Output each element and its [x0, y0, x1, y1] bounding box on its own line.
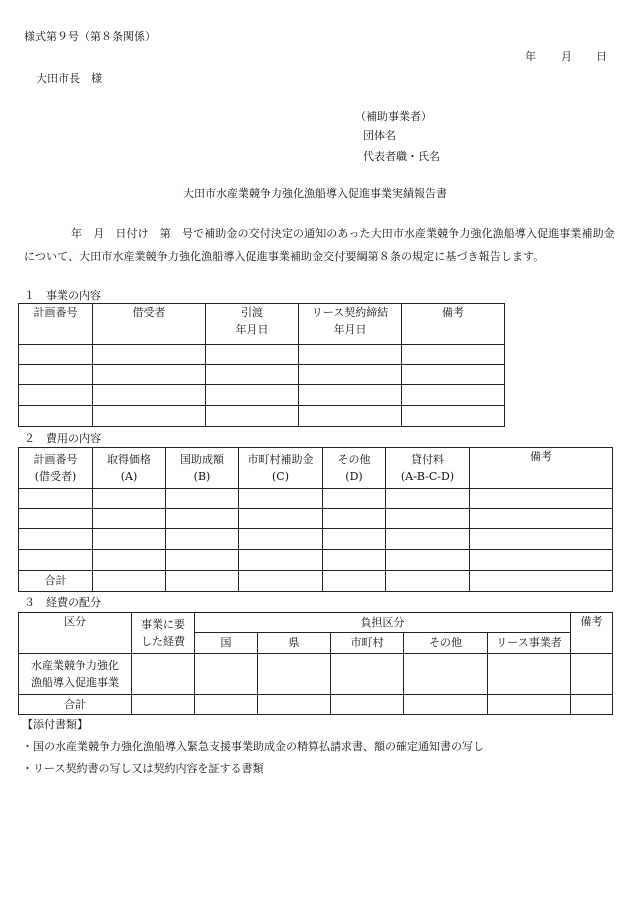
body-text: 年 月 日付け 第 号で補助金の交付決定の通知のあった大田市水産業競争力強化漁船導入促進事業補助金について、大田市水産業競争力強化漁船導入促進事業補助金交付要綱第８条の規定に基づき報告します。 [24, 227, 615, 263]
applicant-role: （補助事業者） [355, 110, 432, 123]
s1-header-remarks: 備考 [402, 304, 505, 345]
attachments-heading: 【添付書類】 [22, 718, 88, 731]
addressee: 大田市長 様 [36, 72, 102, 85]
table-row [19, 406, 505, 427]
s2-header-plan-number: 計画番号 (借受者) [19, 448, 93, 489]
s3-header-lessor: リース事業者 [488, 633, 571, 654]
section1-heading: １ 事業の内容 [24, 289, 101, 302]
s1-header-lease-date: リース契約締結 年月日 [299, 304, 402, 345]
form-number: 様式第９号（第８条関係） [24, 30, 156, 43]
s3-header-prefecture: 県 [258, 633, 331, 654]
s1-header-borrower: 借受者 [93, 304, 206, 345]
section3-heading: ３ 経費の配分 [24, 596, 101, 609]
table-row [19, 550, 613, 571]
s2-header-other: その他 (D) [323, 448, 386, 489]
project-content-table [18, 303, 505, 427]
s3-header-remarks: 備考 [571, 613, 613, 654]
s3-total-label: 合計 [19, 695, 132, 715]
s3-header-municipality: 市町村 [331, 633, 404, 654]
s2-header-acquisition-price: 取得価格 (A) [93, 448, 166, 489]
section2-heading: ２ 費用の内容 [24, 432, 101, 445]
date-day: 日 [596, 50, 607, 63]
table-row [19, 529, 613, 550]
table-row [19, 489, 613, 509]
s3-header-national: 国 [195, 633, 258, 654]
s2-header-municipal-grant: 市町村補助金 (C) [239, 448, 323, 489]
total-row [19, 695, 613, 715]
table-row [19, 509, 613, 529]
s3-header-burden: 負担区分 [195, 613, 571, 633]
table-row [19, 365, 505, 385]
date-month: 月 [561, 50, 572, 63]
s1-header-delivery-date: 引渡 年月日 [206, 304, 299, 345]
table-row [19, 654, 613, 695]
s3-header-other: その他 [404, 633, 488, 654]
s2-header-remarks: 備考 [470, 448, 613, 489]
s2-total-label: 合計 [19, 571, 93, 592]
s3-header-expense: 事業に要 した経費 [132, 613, 195, 654]
s1-header-plan-number: 計画番号 [19, 304, 93, 345]
date-year: 年 [525, 50, 536, 63]
table-row [19, 345, 505, 365]
s2-header-national-grant: 国助成額 (B) [166, 448, 239, 489]
s3-header-category: 区分 [19, 613, 132, 654]
applicant-rep-label: 代表者職・氏名 [363, 150, 440, 163]
expense-allocation-table [18, 612, 613, 715]
s3-row-label: 水産業競争力強化 漁船導入促進事業 [19, 654, 132, 695]
table-row [19, 385, 505, 406]
s2-header-lease-fee: 貸付料 (A-B-C-D) [386, 448, 470, 489]
cost-content-table [18, 447, 613, 592]
document-title: 大田市水産業競争力強化漁船導入促進事業実績報告書 [183, 187, 447, 200]
total-row [19, 571, 613, 592]
attachment-item: ・リース契約書の写し又は契約内容を証する書類 [22, 762, 264, 775]
applicant-org-label: 団体名 [363, 129, 396, 142]
attachment-item: ・国の水産業競争力強化漁船導入緊急支援事業助成金の精算払請求書、額の確定通知書の写し [22, 740, 484, 753]
